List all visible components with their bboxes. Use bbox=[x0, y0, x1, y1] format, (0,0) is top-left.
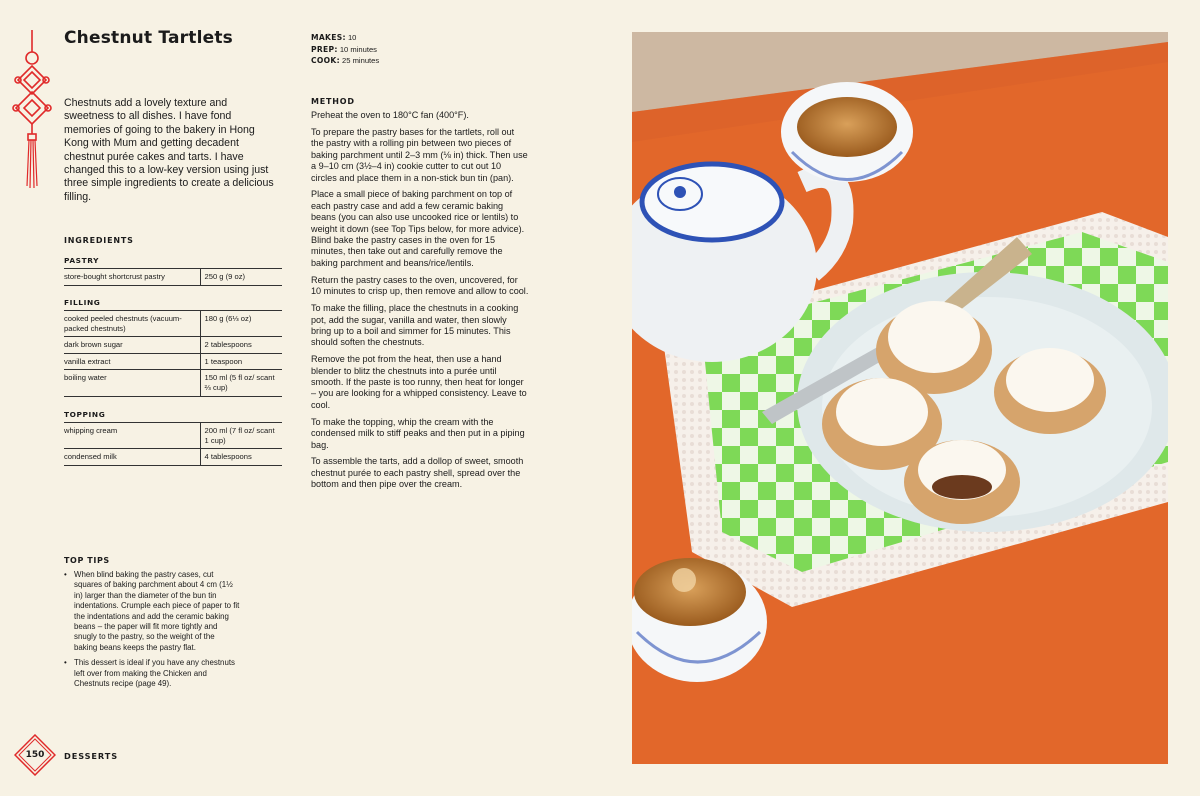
method-step: To make the topping, whip the cream with the condensed milk to stiff peaks and then put in a piping bag. bbox=[311, 416, 525, 450]
meta-makes: MAKES: 10 bbox=[311, 33, 357, 42]
page-number: 150 bbox=[25, 750, 45, 760]
ingredient-row: condensed milk 4 tablespoons bbox=[64, 449, 282, 466]
ingredients-filling bbox=[64, 298, 282, 397]
tips-heading: TOP TIPS bbox=[64, 556, 110, 565]
recipe-intro: Chestnuts add a lovely texture and sweetness to all dishes. I have fond memories of going to the bakery in Hong Kong with Mum and getting decadent chestnut purée cakes and tarts. I have changed this to a low-key version using just three simple ingredients to create a delicious filling. bbox=[64, 97, 274, 203]
pastry-label: PASTRY bbox=[64, 256, 282, 269]
method-steps bbox=[311, 110, 529, 496]
recipe-meta bbox=[311, 32, 379, 67]
method-step: Preheat the oven to 180°C fan (400°F). bbox=[311, 110, 469, 120]
section-name: DESSERTS bbox=[64, 751, 119, 761]
method-step: To prepare the pastry bases for the tartlets, roll out the pastry with a rolling pin between two pieces of baking parchment until 2–3 mm (⅛ in) thick. Then use a 9–10 cm (3½–4 in) cookie cutter to cut out 10 circles and place them in a non-stick bun tin (pan). bbox=[311, 126, 528, 183]
ingredients-topping bbox=[64, 410, 282, 466]
ingredients-heading: INGREDIENTS bbox=[64, 236, 134, 245]
method-step: Return the pastry cases to the oven, uncovered, for 10 minutes to crisp up, then remove and allow to cool. bbox=[311, 274, 529, 297]
ingredient-row: store-bought shortcrust pastry 250 g (9 oz) bbox=[64, 269, 282, 285]
method-heading: METHOD bbox=[311, 97, 355, 106]
method-step: To assemble the tarts, add a dollop of sweet, smooth chestnut purée to each pastry shell, spread over the bottom and then pipe over the cream. bbox=[311, 456, 524, 490]
ingredient-row: whipping cream 200 ml (7 fl oz/ scant 1 cup) bbox=[64, 423, 282, 449]
ingredient-row: dark brown sugar 2 tablespoons bbox=[64, 337, 282, 354]
method-step: Remove the pot from the heat, then use a hand blender to blitz the chestnuts into a purée until smooth. If the paste is too runny, then heat for longer – you are looking for a whipped consistency. Leave to cool. bbox=[311, 354, 527, 410]
ingredients-pastry bbox=[64, 256, 282, 286]
tip-item: • When blind baking the pastry cases, cut squares of baking parchment about 4 cm (1½ in) larger than the diameter of the bun tin indentations. Crumple each piece of paper to fit the indentations and add the ceramic baking beans – the paper will fit more tightly and snugly to the pastry, so the weight of the baking beans keeps the pastry flat. bbox=[64, 570, 240, 653]
tips-list bbox=[64, 570, 240, 694]
recipe-title: Chestnut Tartlets bbox=[64, 28, 233, 48]
method-step: Place a small piece of baking parchment on top of each pastry case and add a few ceramic baking beans (you can also use uncooked rice or lentils) to weight it down (see Top Tips below, for more advice). Blind bake the pastry cases in the oven for 15 minutes, then take out and carefully remove the baking parchment and beans/rice/lentils. bbox=[311, 189, 525, 268]
topping-label: TOPPING bbox=[64, 410, 282, 423]
ingredient-row: boiling water 150 ml (5 fl oz/ scant ⅔ cup) bbox=[64, 370, 282, 396]
meta-prep: PREP: 10 minutes bbox=[311, 44, 377, 54]
chinese-knot-icon bbox=[10, 30, 54, 190]
tartlets-photo bbox=[632, 32, 1168, 764]
filling-label: FILLING bbox=[64, 298, 282, 311]
tip-item: • This dessert is ideal if you have any chestnuts left over from making the Chicken and Chestnuts recipe (page 49). bbox=[64, 658, 240, 689]
meta-cook: COOK: 25 minutes bbox=[311, 56, 380, 65]
method-step: To make the filling, place the chestnuts in a cooking pot, add the sugar, vanilla and water, then slowly bring up to a boil and simmer for 15 minutes. This should soften the chestnuts. bbox=[311, 303, 519, 348]
ingredient-row: cooked peeled chestnuts (vacuum-packed chestnuts) 180 g (6⅓ oz) bbox=[64, 311, 282, 337]
ingredient-row: vanilla extract 1 teaspoon bbox=[64, 353, 282, 370]
